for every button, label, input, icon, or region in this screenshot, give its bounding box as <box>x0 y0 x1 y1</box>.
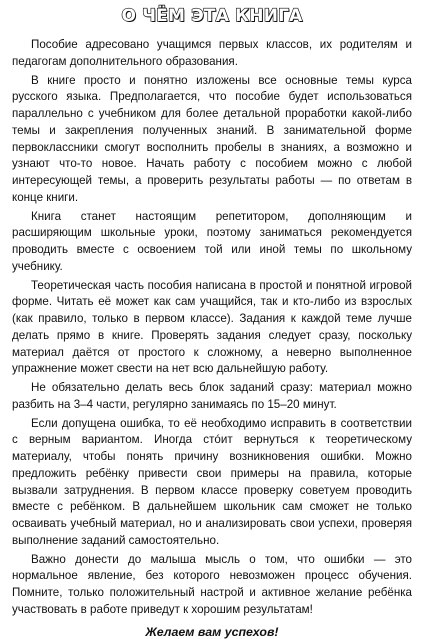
closing-wish: Желаем вам успехов! <box>145 624 279 639</box>
paragraph-mistakes: Если допущена ошибка, то её необходимо исправить в соответствии с верным вариантом. Иногда стóит вернуться к теоретическому материалу, чтобы понять причину возникновения ошибки. Можно предложить ребёнку привести свои примеры на правила, которые вызвали затруднения. В первом классе проверку советуем проводить вместе с ребёнком. В дальнейшем школьник сам сможет не только осваивать учебный материал, но и анализировать свои успехи, проверяя выполнение заданий самостоятельно. <box>12 416 412 547</box>
body-text <box>12 37 412 619</box>
page-title: О ЧЁМ ЭТА КНИГА <box>121 6 303 26</box>
paragraph-content-overview: В книге просто и понятно изложены все основные темы курса русского языка. Предполагается, что пособие будет использоваться параллельно с учебником для более детальной проработки какой-либо темы и закрепления полученных знаний. В занимательной форме первоклассники смогут восполнить пробелы в знаниях, а возможно и узнают что-то новое. Начать работу с пособием можно с любой интересующей темы, а проверить результаты работы — по ответам в конце книги. <box>12 73 412 204</box>
paragraph-theory-and-tasks: Теоретическая часть пособия написана в простой и понятной игровой форме. Читать её может как сам учащийся, так и кто-либо из взрослых (как правило, только в первом классе). Задания к каждой теме лучше делать прямо в книге. Проверять задания следует сразу, поскольку материал даётся от простого к сложному, а неверно выполненное упражнение может свести на нет всю дальнейшую работу. <box>12 278 412 376</box>
paragraph-attitude: Важно донести до малыша мысль о том, что ошибки — это нормальное явление, без которого невозможен процесс обучения. Помните, только положительный настрой и активное желание ребёнка участвовать в работе приведут к хорошим результатам! <box>12 552 412 616</box>
paragraph-tutor: Книга станет настоящим репетитором, дополняющим и расширяющим школьные уроки, поэтому заниматься рекомендуется проводить вместе с освоением той или иной темы по школьному учебнику. <box>12 209 412 273</box>
paragraph-audience: Пособие адресовано учащимся первых классов, их родителям и педагогам дополнительного образования. <box>12 38 412 68</box>
paragraph-task-schedule: Не обязательно делать весь блок заданий сразу: материал можно разбить на 3–4 части, регулярно занимаясь по 15–20 минут. <box>12 381 412 411</box>
